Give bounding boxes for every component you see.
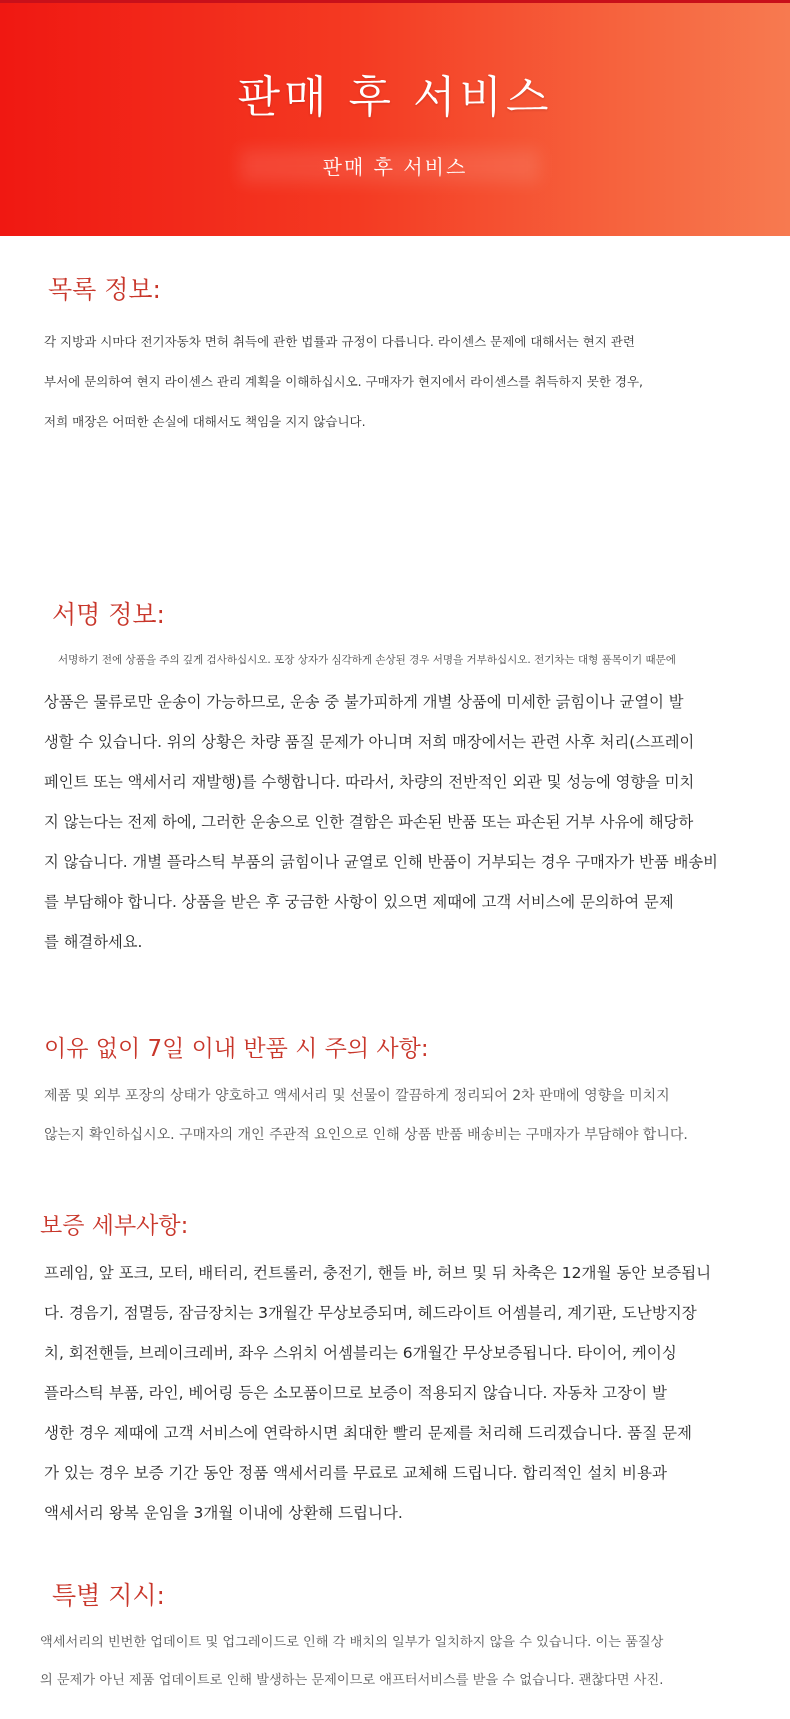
catalog-line: 부서에 문의하여 현지 라이센스 관리 계획을 이해하십시오. 구매자가 현지에서 라이센스를 취득하지 못한 경우, xyxy=(44,374,644,389)
warranty-line: 치, 회전핸들, 브레이크레버, 좌우 스위치 어셈블리는 6개월간 무상보증됩니다. 타이어, 케이싱 xyxy=(44,1344,677,1362)
warranty-heading: 보증 세부사항: xyxy=(40,1213,189,1239)
header-banner xyxy=(0,0,790,236)
signature-line: 페인트 또는 액세서리 재발행)를 수행합니다. 따라서, 차량의 전반적인 외관 및 성능에 영향을 미치 xyxy=(44,773,695,791)
banner-subtitle: 판매 후 서비스 xyxy=(322,155,468,179)
special-line: 액세서리의 빈번한 업데이트 및 업그레이드로 인해 각 배치의 일부가 일치하지 않을 수 있습니다. 이는 품질상 xyxy=(40,1635,664,1650)
special-line: 의 문제가 아닌 제품 업데이트로 인해 발생하는 문제이므로 애프터서비스를 받을 수 없습니다. 괜찮다면 사진. xyxy=(40,1673,664,1688)
returns-line: 제품 및 외부 포장의 상태가 양호하고 액세서리 및 선물이 깔끔하게 정리되어 2차 판매에 영향을 미치지 xyxy=(44,1088,670,1104)
special-text xyxy=(40,1624,663,1700)
warranty-text xyxy=(44,1253,711,1533)
returns-heading: 이유 없이 7일 이내 반품 시 주의 사항: xyxy=(44,1036,429,1062)
returns-line: 않는지 확인하십시오. 구매자의 개인 주관적 요인으로 인해 상품 반품 배송비는 구매자가 부담해야 합니다. xyxy=(44,1127,688,1143)
signature-text xyxy=(44,682,718,962)
signature-intro: 서명하기 전에 상품을 주의 깊게 검사하십시오. 포장 상자가 심각하게 손상된 경우 서명을 거부하십시오. 전기차는 대형 품목이기 때문에 xyxy=(58,654,676,666)
signature-line: 생할 수 있습니다. 위의 상황은 차량 품질 문제가 아니며 저희 매장에서는 관련 사후 처리(스프레이 xyxy=(44,733,695,751)
banner-title: 판매 후 서비스 xyxy=(237,72,553,123)
signature-line: 를 부담해야 합니다. 상품을 받은 후 궁금한 사항이 있으면 제때에 고객 서비스에 문의하여 문제 xyxy=(44,893,674,911)
warranty-line: 프레임, 앞 포크, 모터, 배터리, 컨트롤러, 충전기, 핸들 바, 허브 및 뒤 차축은 12개월 동안 보증됩니 xyxy=(44,1264,712,1282)
warranty-line: 생한 경우 제때에 고객 서비스에 연락하시면 최대한 빨리 문제를 처리해 드리겠습니다. 품질 문제 xyxy=(44,1424,693,1442)
signature-heading: 서명 정보: xyxy=(52,600,165,629)
signature-line: 를 해결하세요. xyxy=(44,933,143,951)
returns-text xyxy=(44,1077,688,1155)
catalog-text xyxy=(44,322,643,442)
catalog-line: 각 지방과 시마다 전기자동차 면허 취득에 관한 법률과 규정이 다릅니다. 라이센스 문제에 대해서는 현지 관련 xyxy=(44,334,635,349)
warranty-line: 가 있는 경우 보증 기간 동안 정품 액세서리를 무료로 교체해 드립니다. 합리적인 설치 비용과 xyxy=(44,1464,667,1482)
signature-line: 지 않습니다. 개별 플라스틱 부품의 긁힘이나 균열로 인해 반품이 거부되는 경우 구매자가 반품 배송비 xyxy=(44,853,718,871)
warranty-line: 액세서리 왕복 운임을 3개월 이내에 상환해 드립니다. xyxy=(44,1504,403,1522)
catalog-line: 저희 매장은 어떠한 손실에 대해서도 책임을 지지 않습니다. xyxy=(44,414,366,429)
catalog-heading: 목록 정보: xyxy=(48,275,161,304)
signature-line: 상품은 물류로만 운송이 가능하므로, 운송 중 불가피하게 개별 상품에 미세한 긁힘이나 균열이 발 xyxy=(44,693,684,711)
warranty-line: 플라스틱 부품, 라인, 베어링 등은 소모품이므로 보증이 적용되지 않습니다. 자동차 고장이 발 xyxy=(44,1384,667,1402)
warranty-line: 다. 경음기, 점멸등, 잠금장치는 3개월간 무상보증되며, 헤드라이트 어셈블리, 계기판, 도난방지장 xyxy=(44,1304,697,1322)
special-heading: 특별 지시: xyxy=(52,1581,165,1610)
signature-line: 지 않는다는 전제 하에, 그러한 운송으로 인한 결함은 파손된 반품 또는 파손된 거부 사유에 해당하 xyxy=(44,813,694,831)
